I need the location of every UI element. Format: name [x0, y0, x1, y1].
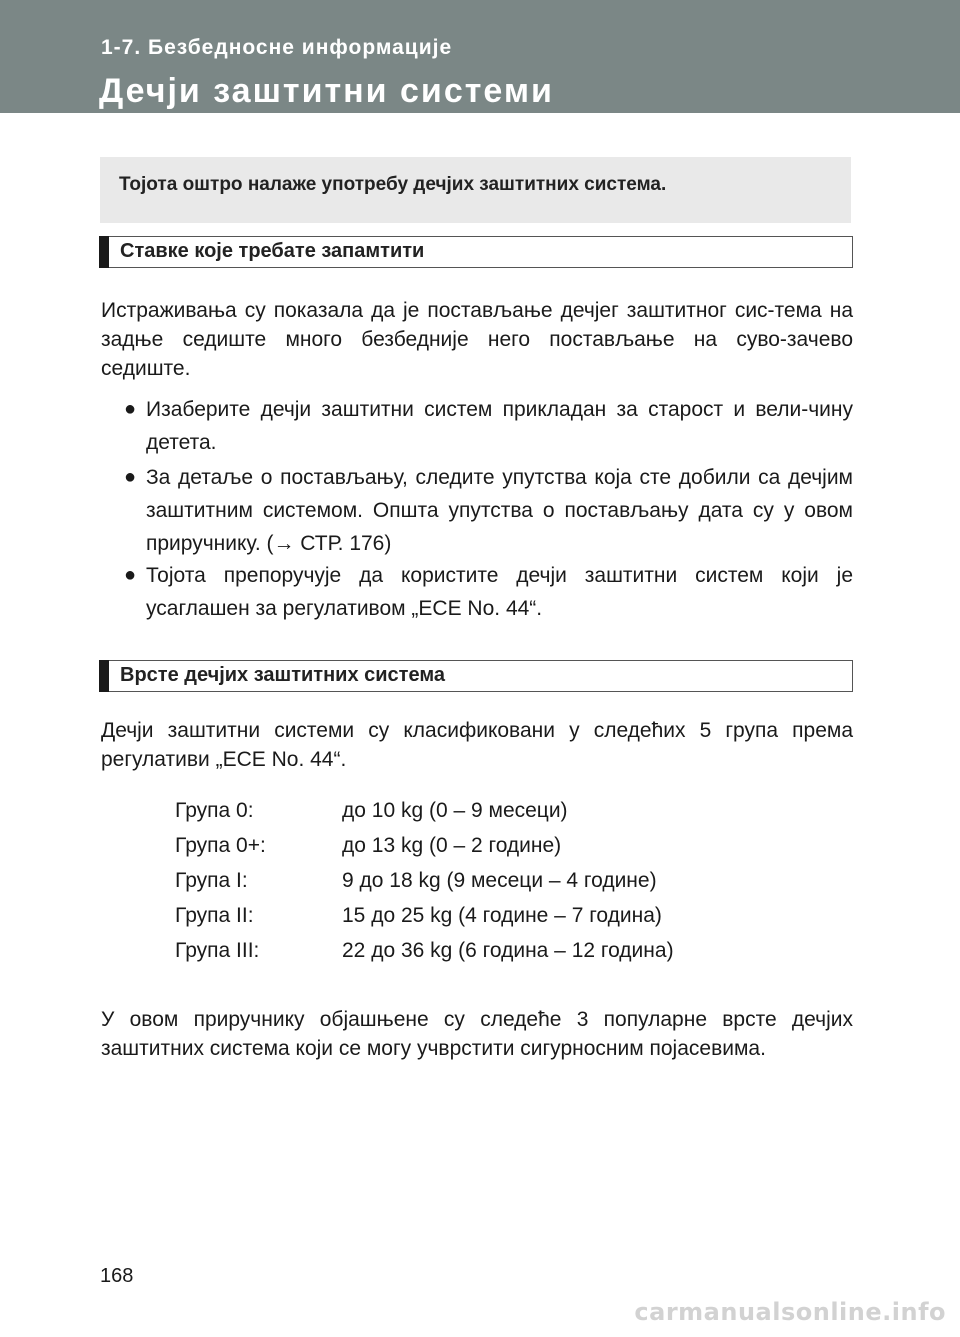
page-title: Дечји заштитни системи — [99, 72, 554, 110]
chapter-header — [0, 0, 960, 113]
section-heading-restraint-types — [99, 660, 853, 692]
bullet-item — [124, 393, 853, 459]
group-name: Група I: — [175, 869, 248, 892]
bullet-text: Тојота препоручује да користите дечји заштитни систем који је усаглашен за регулативом „ECE No. 44“. — [146, 564, 853, 620]
bullet-icon: ● — [124, 564, 137, 586]
watermark: carmanualsonline.info — [634, 1298, 946, 1326]
section-label: 1-7. Безбедносне информације — [101, 36, 453, 59]
groups-intro-paragraph: Дечји заштитни системи су класификовани у следећих 5 група према регулативи „ECE No. 44“. — [101, 719, 853, 771]
notice-text: Тојота оштро налаже употребу дечјих заштитних система. — [119, 174, 667, 195]
heading-marker — [99, 660, 109, 692]
section-heading-text: Врсте дечјих заштитних система — [120, 664, 445, 686]
section-heading-text: Ставке које требате запамтити — [120, 240, 425, 262]
group-name: Група II: — [175, 904, 254, 927]
bullet-icon: ● — [124, 466, 137, 488]
heading-marker — [99, 236, 109, 268]
group-name: Група 0: — [175, 799, 254, 822]
group-value: 9 до 18 kg (9 месеци – 4 године) — [342, 869, 657, 892]
notice-box — [100, 157, 851, 223]
closing-paragraph: У овом приручнику објашњене су следеће 3 популарне врсте дечјих заштитних система који се могу учврстити сигурносним појасевима. — [101, 1008, 853, 1060]
section-heading-items-to-remember — [99, 236, 853, 268]
group-name: Група III: — [175, 939, 260, 962]
bullet-text: Изаберите дечји заштитни систем прикладан за старост и вели-чину детета. — [146, 398, 853, 454]
group-value: до 10 kg (0 – 9 месеци) — [342, 799, 568, 822]
bullet-icon: ● — [124, 398, 137, 420]
intro-paragraph: Истраживања су показала да је постављање дечјег заштитног сис-тема на задње седиште много безбедније него постављање на суво-зачево седиште. — [101, 299, 853, 380]
group-value: 15 до 25 kg (4 године – 7 година) — [342, 904, 662, 927]
group-value: до 13 kg (0 – 2 године) — [342, 834, 562, 857]
bullet-text: За детаље о постављању, следите упутства која сте добили са дечјим заштитним системом. Општа упутства о постављању дата су у овом приручнику. (→ СТР. 176) — [146, 466, 853, 555]
page-number: 168 — [100, 1265, 134, 1287]
group-value: 22 до 36 kg (6 година – 12 година) — [342, 939, 674, 962]
bullet-item — [124, 461, 853, 560]
group-name: Група 0+: — [175, 834, 266, 857]
bullet-item — [124, 559, 853, 625]
